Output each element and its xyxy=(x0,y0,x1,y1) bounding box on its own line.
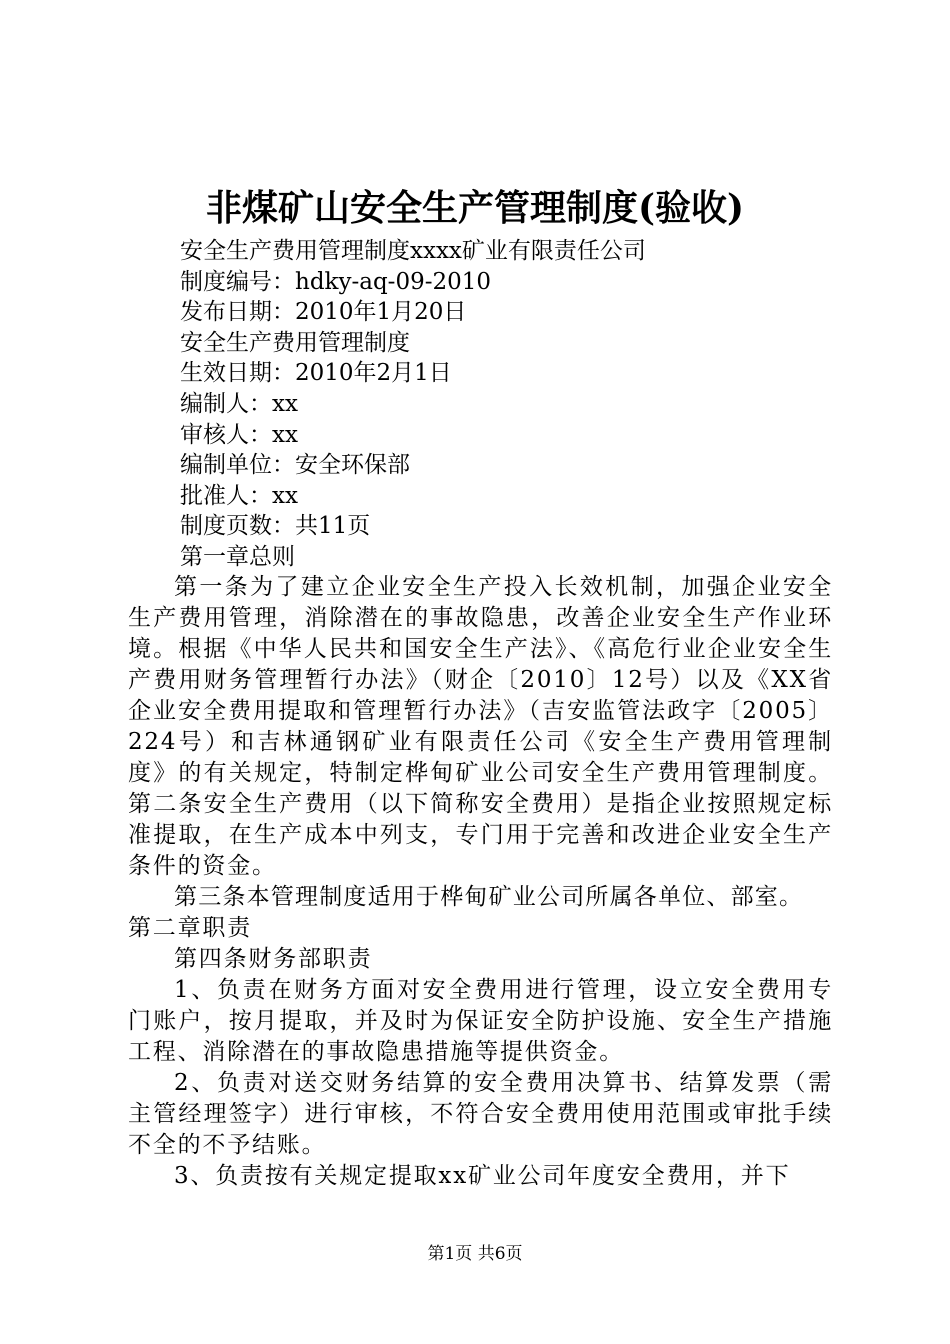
document-body xyxy=(128,572,833,1192)
article-4-heading: 第四条财务部职责 xyxy=(174,946,373,972)
article-1-2-paragraph: 第一条为了建立企业安全生产投入长效机制，加强企业安全生产费用管理，消除潜在的事故隐患，改善企业安全生产作业环境。根据《中华人民共和国安全生产法》、《高危行业企业安全生产费用财务管理暂行办法》（财企〔2010〕12号）以及《XX省企业安全费用提取和管理暂行办法》（吉安监管法政字〔2005〕224号）和吉林通钢矿业有限责任公司《安全生产费用管理制度》的有关规定，特制定桦甸矿业公司安全生产费用管理制度。第二条安全生产费用（以下简称安全费用）是指企业按照规定标准提取，在生产成本中列支，专门用于完善和改进企业安全生产条件的资金。 xyxy=(128,574,833,879)
finance-duty-2: 2、负责对送交财务结算的安全费用决算书、结算发票（需主管经理签字）进行审核，不符合安全费用使用范围或审批手续不全的不予结账。 xyxy=(128,1070,833,1158)
meta-line-effective-date: 生效日期：2010年2月1日 xyxy=(180,360,452,387)
chapter-two-heading: 第二章职责 xyxy=(128,915,252,941)
meta-line-page-count: 制度页数：共11页 xyxy=(180,513,371,540)
meta-line-department: 编制单位：安全环保部 xyxy=(180,452,410,479)
finance-duty-3: 3、负责按有关规定提取xx矿业公司年度安全费用，并下 xyxy=(174,1163,791,1189)
meta-line-author: 编制人：xx xyxy=(180,390,298,417)
chapter-one-heading: 第一章总则 xyxy=(180,543,295,570)
meta-line-reviewer: 审核人：xx xyxy=(180,421,298,448)
meta-line-company: 安全生产费用管理制度xxxx矿业有限责任公司 xyxy=(180,238,646,264)
page-footer: 第1页 共6页 xyxy=(427,1244,523,1264)
finance-duty-1: 1、负责在财务方面对安全费用进行管理，设立安全费用专门账户，按月提取，并及时为保证安全防护设施、安全生产措施工程、消除潜在的事故隐患措施等提供资金。 xyxy=(128,977,833,1065)
document-title: 非煤矿山安全生产管理制度(验收) xyxy=(205,187,745,229)
meta-line-doc-name: 安全生产费用管理制度 xyxy=(180,329,410,356)
document-meta-list xyxy=(180,236,900,573)
meta-line-approver: 批准人：xx xyxy=(180,482,298,509)
meta-line-release-date: 发布日期：2010年1月20日 xyxy=(180,299,467,326)
meta-line-doc-number: 制度编号：hdky-aq-09-2010 xyxy=(180,268,492,295)
article-3-paragraph: 第三条本管理制度适用于桦甸矿业公司所属各单位、部室。 xyxy=(174,884,804,910)
